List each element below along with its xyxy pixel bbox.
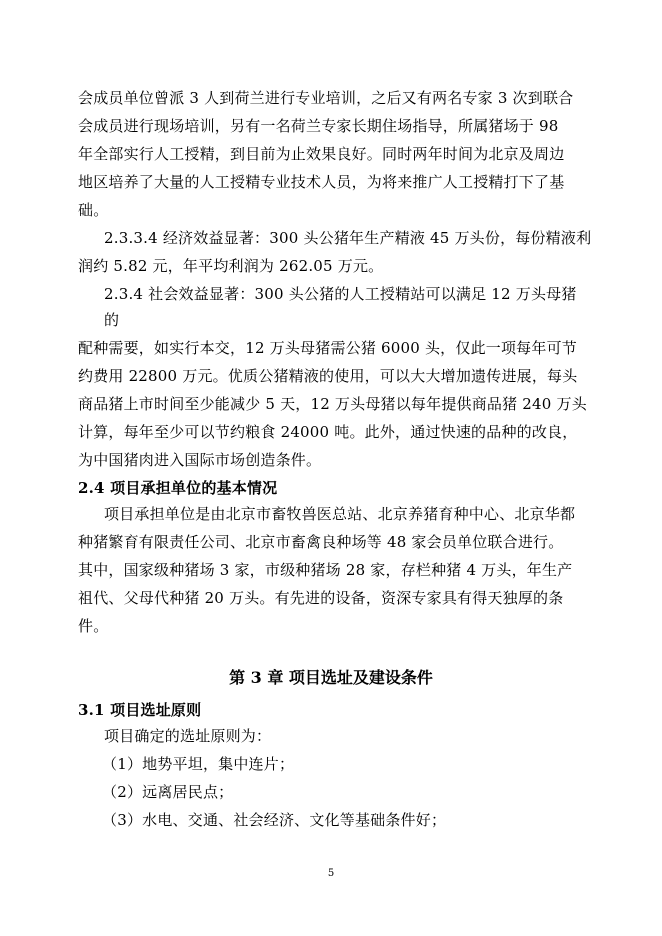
text-line: 项目确定的选址原则为： <box>104 727 272 745</box>
text-line: 件。 <box>78 617 109 635</box>
text-line: 地区培养了大量的人工授精专业技术人员，为将来推广人工授精打下了基 <box>78 173 565 191</box>
list-item: （2）远离居民点； <box>102 783 234 801</box>
text-line: 祖代、父母代种猪 20 万头。有先进的设备，资深专家具有得天独厚的条 <box>78 589 564 607</box>
text-line: 为中国猪肉进入国际市场创造条件。 <box>78 451 322 469</box>
section-heading: 3.1 项目选址原则 <box>78 701 202 719</box>
section-heading: 2.4 项目承担单位的基本情况 <box>78 479 278 497</box>
text-line: 商品猪上市时间至少能减少 5 天，12 万头母猪以每年提供商品猪 240 万头 <box>78 395 587 413</box>
list-item: （3）水电、交通、社会经济、文化等基础条件好； <box>102 811 447 829</box>
text-line: 项目承担单位是由北京市畜牧兽医总站、北京养猪育种中心、北京华都 <box>104 505 576 523</box>
text-line: 计算，每年至少可以节约粮食 24000 吨。此外，通过快速的品种的改良， <box>78 423 578 441</box>
text-line: 的 <box>104 311 120 329</box>
text-line: 润约 5.82 元，年平均利润为 262.05 万元。 <box>78 257 384 275</box>
text-line: 种猪繁育有限责任公司、北京市畜禽良种场等 48 家会员单位联合进行。 <box>78 533 564 551</box>
text-line: 会成员单位曾派 3 人到荷兰进行专业培训，之后又有两名专家 3 次到联合 <box>78 89 574 107</box>
text-line: 2.3.4 社会效益显著：300 头公猪的人工授精站可以满足 12 万头母猪 <box>104 285 577 303</box>
list-item: （1）地势平坦，集中连片； <box>102 755 295 773</box>
text-line: 础。 <box>78 201 109 219</box>
page-number: 5 <box>327 868 335 879</box>
text-line: 会成员进行现场培训，另有一名荷兰专家长期住场指导，所属猪场于 98 <box>78 117 559 135</box>
text-line: 约费用 22800 万元。优质公猪精液的使用，可以大大增加遗传进展，每头 <box>78 367 578 385</box>
text-line: 年全部实行人工授精，到目前为止效果良好。同时两年时间为北京及周边 <box>78 145 565 163</box>
chapter-title: 第 3 章 项目选址及建设条件 <box>229 668 433 687</box>
text-line: 其中，国家级种猪场 3 家，市级种猪场 28 家，存栏种猪 4 万头，年生产 <box>78 561 573 579</box>
text-line: 配种需要，如实行本交，12 万头母猪需公猪 6000 头，仅此一项每年可节 <box>78 339 577 357</box>
text-line: 2.3.3.4 经济效益显著：300 头公猪年生产精液 45 万头份，每份精液利 <box>104 229 592 247</box>
